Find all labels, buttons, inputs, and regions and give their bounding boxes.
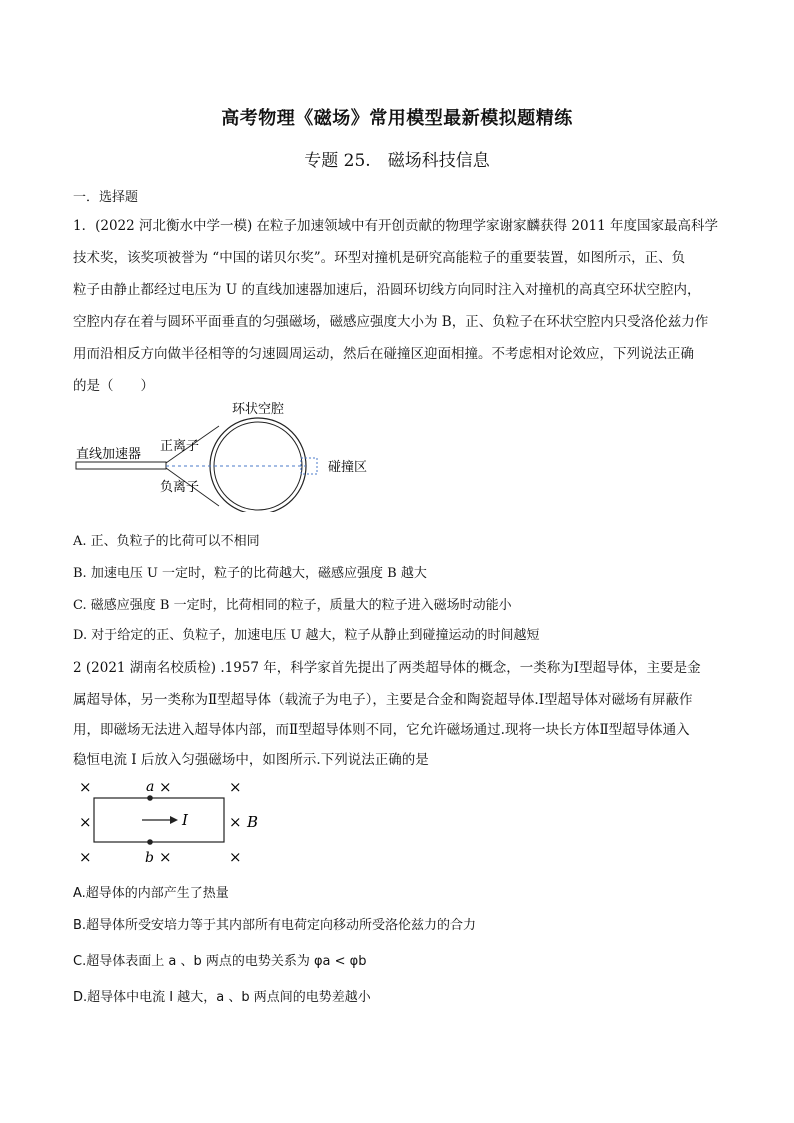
point-b-label: b xyxy=(145,850,154,866)
current-label: I xyxy=(182,811,188,829)
ring-label: 环状空腔 xyxy=(232,402,285,417)
q1-line-2: 技术奖，该奖项被誉为 “中国的诺贝尔奖”。环型对撞机是研究高能粒子的重要装置，如图所示，正、负 xyxy=(73,250,686,266)
point-a xyxy=(147,795,153,801)
superconductor-diagram xyxy=(72,772,272,868)
q2-option-b: B.超导体所受安培力等于其内部所有电荷定向移动所受洛伦兹力的合力 xyxy=(73,918,477,933)
q1-line-6: 的是（ ） xyxy=(73,378,154,394)
field-cross: × xyxy=(229,848,242,866)
field-cross: × xyxy=(79,778,92,796)
q1-option-c: C. 磁感应强度 B 一定时，比荷相同的粒子，质量大的粒子进入磁场时动能小 xyxy=(73,598,512,613)
ring-outer xyxy=(210,418,306,512)
positive-ion-label: 正离子 xyxy=(160,439,200,454)
current-arrowhead xyxy=(170,816,178,824)
q1-option-b: B. 加速电压 U 一定时，粒子的比荷越大，磁感应强度 B 越大 xyxy=(73,566,427,581)
q2-line-1: 2 (2021 湖南名校质检) .1957 年，科学家首先提出了两类超导体的概念，一类称为Ⅰ型超导体，主要是金 xyxy=(73,660,701,676)
topic-subtitle: 专题 25. 磁场科技信息 xyxy=(304,151,490,171)
q2-line-3: 用，即磁场无法进入超导体内部，而Ⅱ型超导体则不同，它允许磁场通过.现将一块长方体Ⅱ型超导体通入 xyxy=(73,722,690,738)
q1-option-a: A. 正、负粒子的比荷可以不相同 xyxy=(73,534,260,549)
negative-ion-label: 负离子 xyxy=(160,480,200,495)
q1-line-3: 粒子由静止都经过电压为 U 的直线加速器加速后，沿圆环切线方向同时注入对撞机的高真空环状空腔内， xyxy=(73,282,701,298)
accelerator-label: 直线加速器 xyxy=(76,447,142,462)
q2-option-d: D.超导体中电流 I 越大，a 、b 两点间的电势差越小 xyxy=(73,990,371,1005)
linear-accelerator xyxy=(76,462,166,469)
q1-line-1: 1．(2022 河北衡水中学一模) 在粒子加速领域中有开创贡献的物理学家谢家麟获得 2011 年度国家最高科学 xyxy=(73,218,718,234)
collider-diagram xyxy=(70,392,390,512)
document-title: 高考物理《磁场》常用模型最新模拟题精练 xyxy=(221,108,573,129)
point-a-label: a xyxy=(146,779,155,795)
q2-line-2: 属超导体，另一类称为Ⅱ型超导体（载流子为电子），主要是合金和陶瓷超导体.Ⅰ型超导体对磁场有屏蔽作 xyxy=(73,692,693,708)
q1-line-4: 空腔内存在着与圆环平面垂直的匀强磁场，磁感应强度大小为 B，正、负粒子在环状空腔内只受洛伦兹力作 xyxy=(73,314,709,330)
q2-line-4: 稳恒电流 I 后放入匀强磁场中，如图所示.下列说法正确的是 xyxy=(73,752,429,768)
point-b xyxy=(147,839,153,845)
field-cross: × xyxy=(159,848,172,866)
field-cross: × xyxy=(79,848,92,866)
collision-zone-label: 碰撞区 xyxy=(328,460,368,475)
field-cross: × xyxy=(79,813,92,831)
collision-zone xyxy=(301,458,317,474)
q2-option-c: C.超导体表面上 a 、b 两点的电势关系为 φa < φb xyxy=(73,954,367,969)
field-cross: × xyxy=(229,778,242,796)
field-cross: × xyxy=(159,778,172,796)
q2-option-a: A.超导体的内部产生了热量 xyxy=(73,886,229,901)
section-heading: 一．选择题 xyxy=(73,190,139,205)
field-label: B xyxy=(247,813,259,831)
q1-option-d: D. 对于给定的正、负粒子，加速电压 U 越大，粒子从静止到碰撞运动的时间越短 xyxy=(73,628,540,643)
q1-line-5: 用而沿相反方向做半径相等的匀速圆周运动，然后在碰撞区迎面相撞。不考虑相对论效应，下列说法正确 xyxy=(73,346,694,362)
field-cross: × xyxy=(229,813,242,831)
